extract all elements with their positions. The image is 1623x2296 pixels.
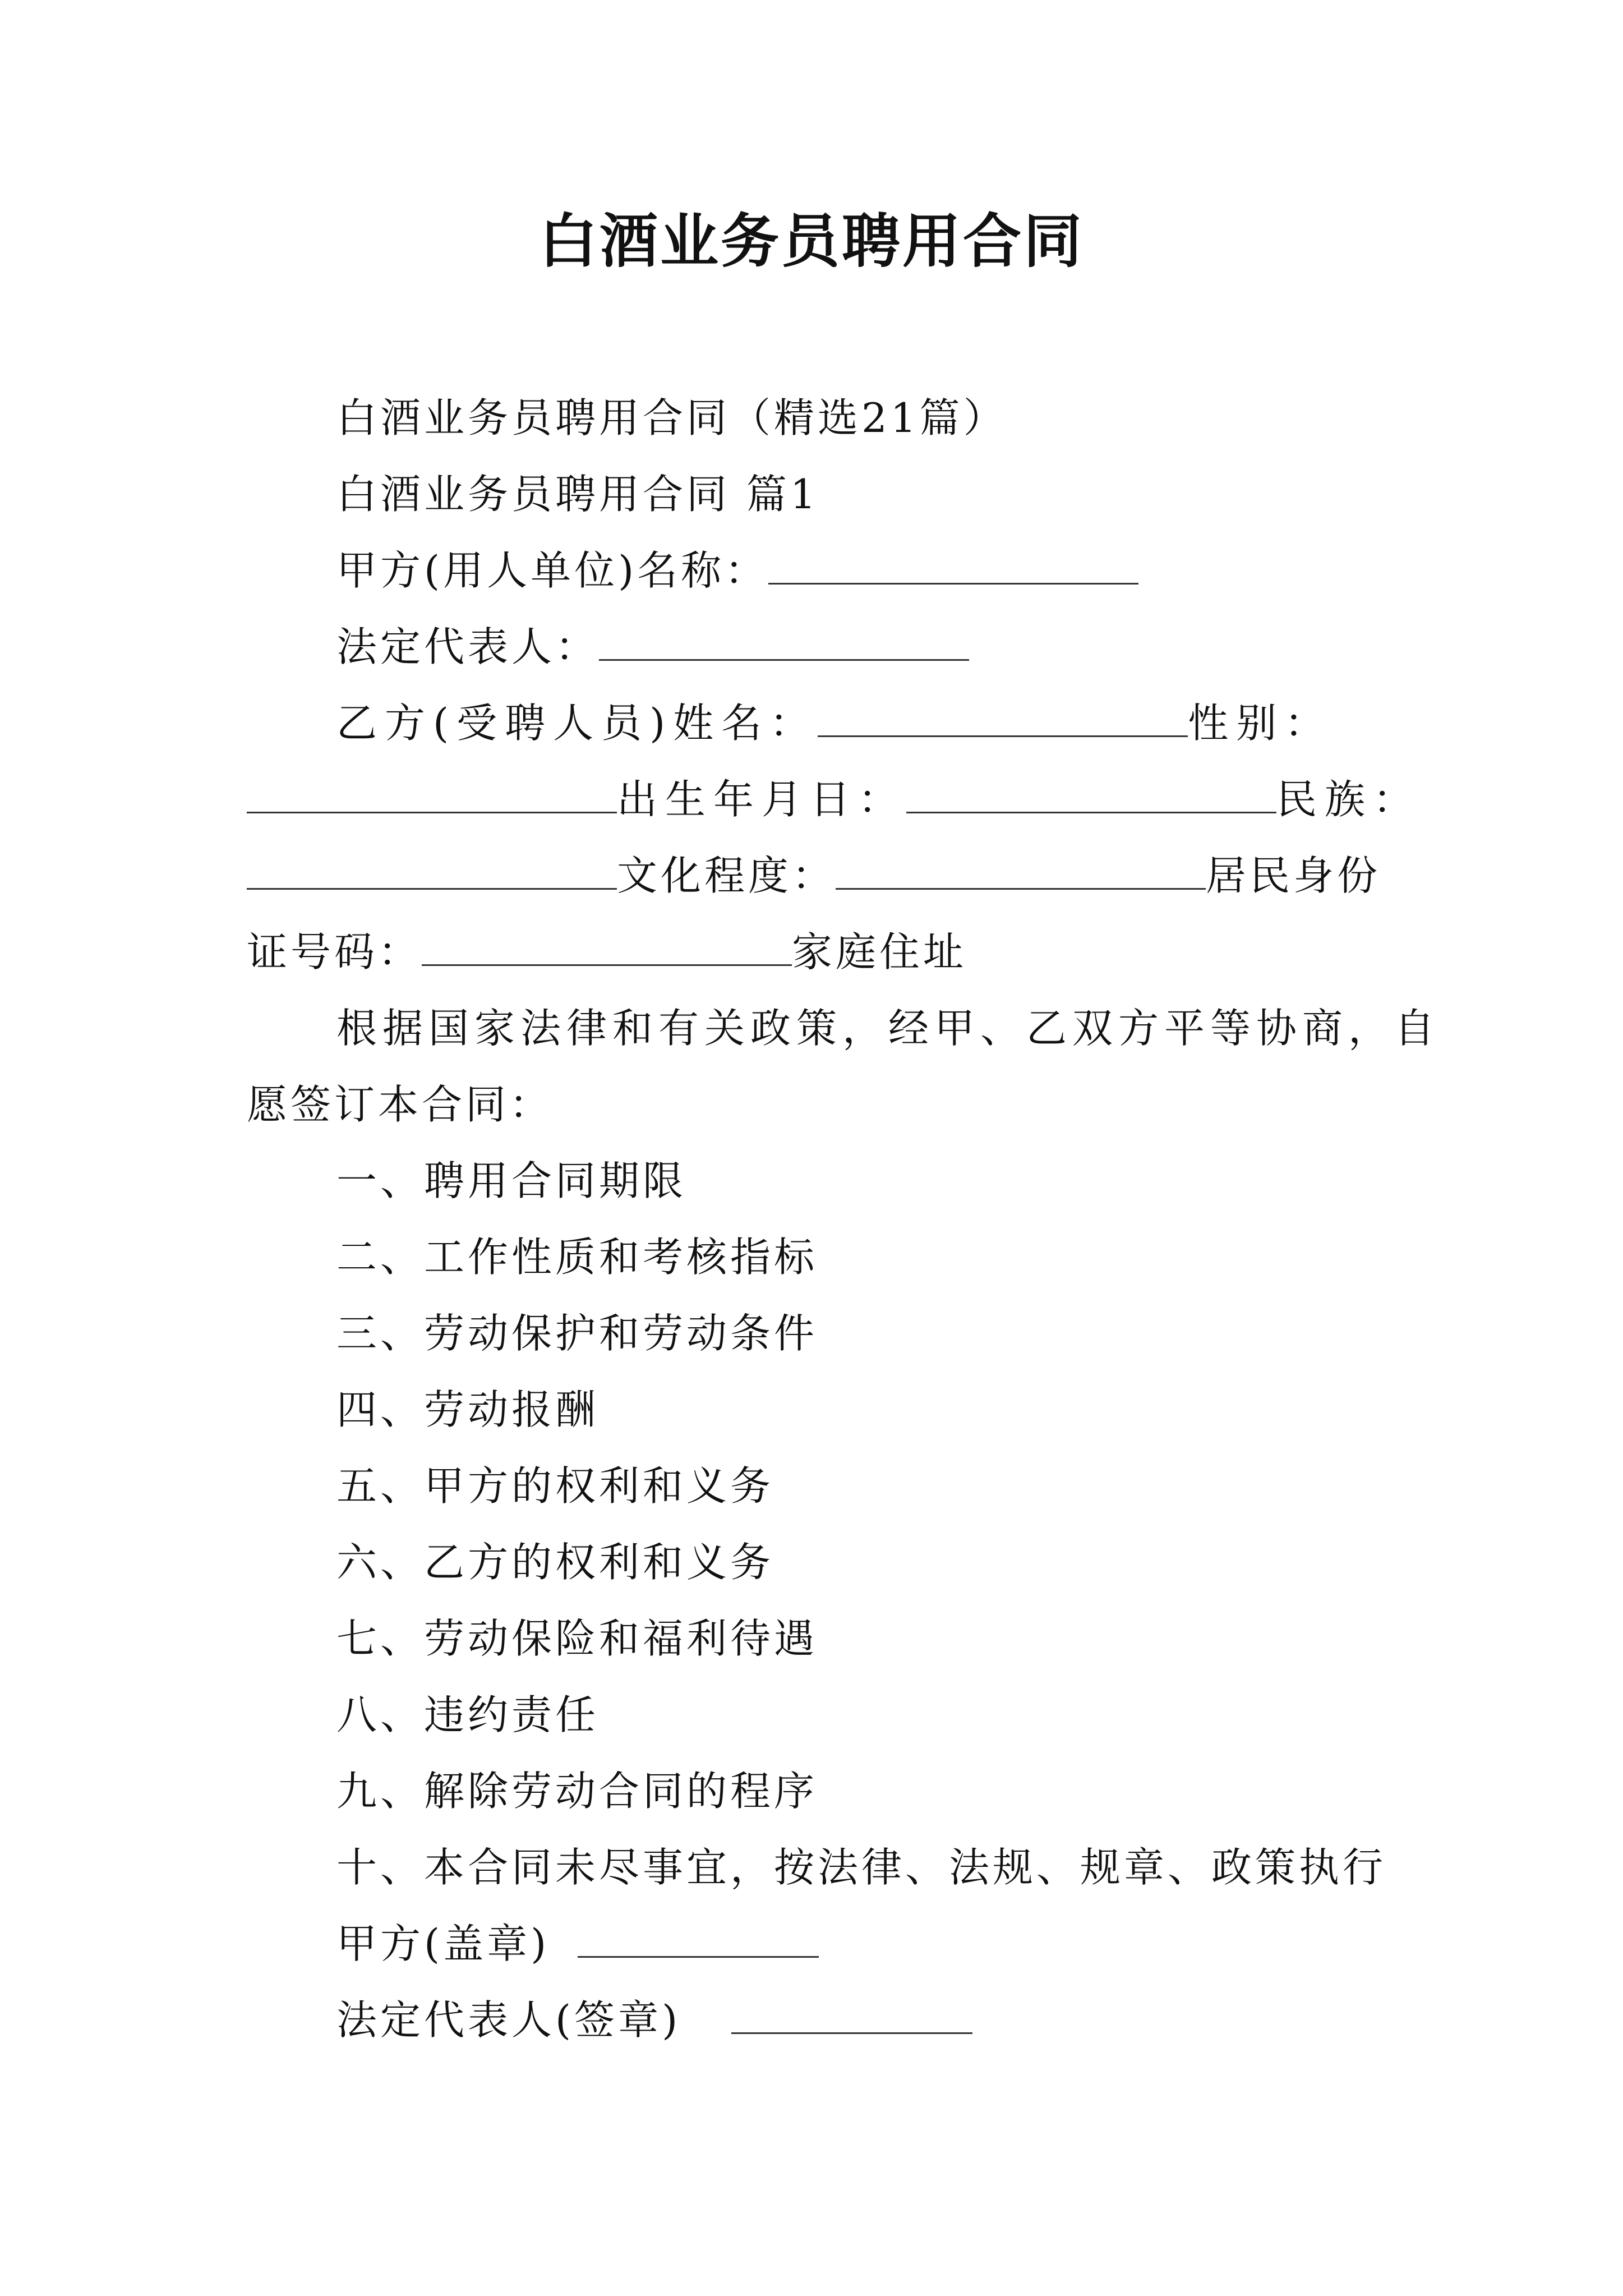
party-b-name-blank[interactable] <box>818 702 1188 737</box>
party-a-name-label: 甲方(用人单位)名称： <box>336 547 769 594</box>
clause-item: 六、乙方的权利和义务 <box>336 1539 774 1586</box>
clause-item: 二、工作性质和考核指标 <box>336 1234 818 1281</box>
ethnicity-label: 民族： <box>1276 776 1422 823</box>
subtitle: 白酒业务员聘用合同（精选21篇） <box>336 394 1007 441</box>
birthday-blank[interactable] <box>906 778 1276 813</box>
party-a-name-blank[interactable] <box>768 549 1138 585</box>
clause-item: 五、甲方的权利和义务 <box>336 1462 774 1510</box>
legal-rep-sign-row <box>336 1989 972 2051</box>
legal-rep-row <box>336 616 969 678</box>
birthday-row <box>247 769 1421 830</box>
clause-item: 三、劳动保护和劳动条件 <box>336 1310 818 1357</box>
legal-rep-label: 法定代表人： <box>336 623 600 670</box>
document-title: 白酒业务员聘用合同 <box>538 207 1084 275</box>
education-label: 文化程度： <box>617 852 836 899</box>
education-row <box>247 845 1381 907</box>
party-b-name-label: 乙方(受聘人员)姓名： <box>336 700 818 747</box>
intro-line-2: 愿签订本合同： <box>247 1081 554 1128</box>
education-blank[interactable] <box>836 854 1206 890</box>
clause-item: 七、劳动保险和福利待遇 <box>336 1615 818 1662</box>
clause-item: 九、解除劳动合同的程序 <box>336 1768 818 1815</box>
id-address-row <box>247 921 967 983</box>
clause-item: 八、违约责任 <box>336 1691 600 1738</box>
birthday-label: 出生年月日： <box>617 776 907 823</box>
party-b-row <box>336 692 1332 754</box>
legal-rep-sign-blank[interactable] <box>731 1999 972 2034</box>
party-a-seal-row <box>336 1913 819 1975</box>
id-label-end: 证号码： <box>247 928 422 976</box>
party-a-seal-blank[interactable] <box>578 1922 819 1958</box>
intro-line-1: 根据国家法律和有关政策，经甲、乙双方平等协商，自 <box>336 1005 1441 1052</box>
section-heading: 白酒业务员聘用合同 篇1 <box>336 471 819 518</box>
gender-label: 性别： <box>1188 700 1333 747</box>
ethnicity-blank[interactable] <box>247 854 617 890</box>
id-label-start: 居民身份 <box>1206 852 1381 899</box>
party-a-name-row <box>336 540 1138 601</box>
legal-rep-sign-label: 法定代表人(签章) <box>336 1996 681 2044</box>
gender-blank[interactable] <box>247 778 617 813</box>
address-label: 家庭住址 <box>792 928 967 976</box>
party-a-seal-label: 甲方(盖章) <box>336 1920 550 1967</box>
id-number-blank[interactable] <box>422 931 792 966</box>
clause-item: 一、聘用合同期限 <box>336 1157 687 1204</box>
clause-item: 十、本合同未尽事宜，按法律、法规、规章、政策执行 <box>336 1844 1387 1891</box>
legal-rep-blank[interactable] <box>599 625 969 661</box>
clause-item: 四、劳动报酬 <box>336 1386 600 1433</box>
